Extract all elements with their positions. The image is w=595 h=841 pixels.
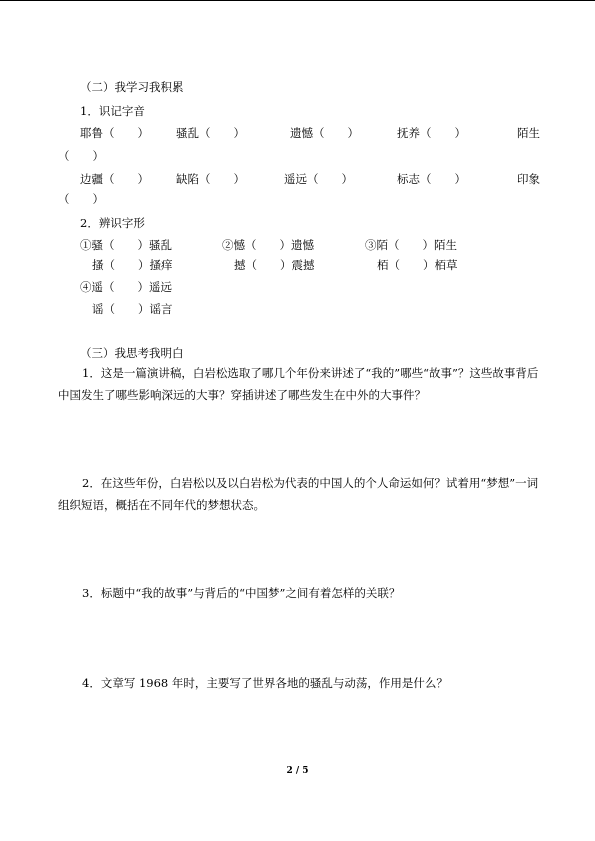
subheading-pronunciation: 1．识记字音: [80, 104, 145, 118]
pinyin-item-yihan: 遗憾（ ）: [290, 126, 359, 140]
pinyin-item-mosheng-blank: （ ）: [58, 149, 104, 163]
subheading-character-forms: 2．辨识字形: [80, 216, 145, 230]
question-4: 4．文章写 1968 年时，主要写了世界各地的骚乱与动荡，作用是什么？: [82, 676, 448, 690]
pinyin-item-yinxiang: 印象: [517, 172, 540, 186]
pinyin-item-quexian: 缺陷（ ）: [176, 172, 245, 186]
question-2: 2．在这些年份，白岩松以及以白岩松为代表的中国人的个人命运如何？试着用“梦想”一词组织短语，概括在不同年代的梦想状态。: [58, 476, 539, 512]
pinyin-item-mosheng: 陌生: [517, 126, 540, 140]
pinyin-item-yinxiang-blank: （ ）: [58, 192, 104, 206]
section-3-heading: （三）我思考我明白: [80, 346, 184, 360]
question-3: 3．标题中“我的故事”与背后的“中国梦”之间有着怎样的关联？: [82, 586, 401, 600]
pinyin-item-biaozhi: 标志（ ）: [397, 172, 466, 186]
pinyin-item-yaoyuan: 遥远（ ）: [284, 172, 353, 186]
char-form-group-2-b: 撼（ ）震撼: [234, 258, 315, 272]
pinyin-item-saoluan: 骚乱（ ）: [176, 126, 245, 140]
question-1: 1．这是一篇演讲稿，白岩松选取了哪几个年份来讲述了“我的”哪些“故事”？这些故事背后中国发生了哪些影响深远的大事？穿插讲述了哪些发生在中外的大事件？: [58, 366, 539, 402]
top-rule: [0, 0, 595, 1]
char-form-group-2-a: ②憾（ ）遗憾: [222, 238, 314, 252]
char-form-group-4-a: ④遥（ ）遥远: [80, 280, 172, 294]
pinyin-item-bianjiang: 边疆（ ）: [80, 172, 149, 186]
char-form-group-1-a: ①骚（ ）骚乱: [80, 238, 172, 252]
char-form-group-3-a: ③陌（ ）陌生: [365, 238, 457, 252]
char-form-group-1-b: 搔（ ）搔痒: [92, 258, 173, 272]
char-form-group-3-b: 栢（ ）栢草: [377, 258, 458, 272]
section-2-heading: （二）我学习我积累: [80, 80, 184, 94]
page-number: 2 / 5: [286, 766, 309, 776]
pinyin-item-fuyang: 抚养（ ）: [397, 126, 466, 140]
pinyin-item-yelu: 耶鲁（ ）: [80, 126, 149, 140]
char-form-group-4-b: 谣（ ）谣言: [92, 302, 173, 316]
